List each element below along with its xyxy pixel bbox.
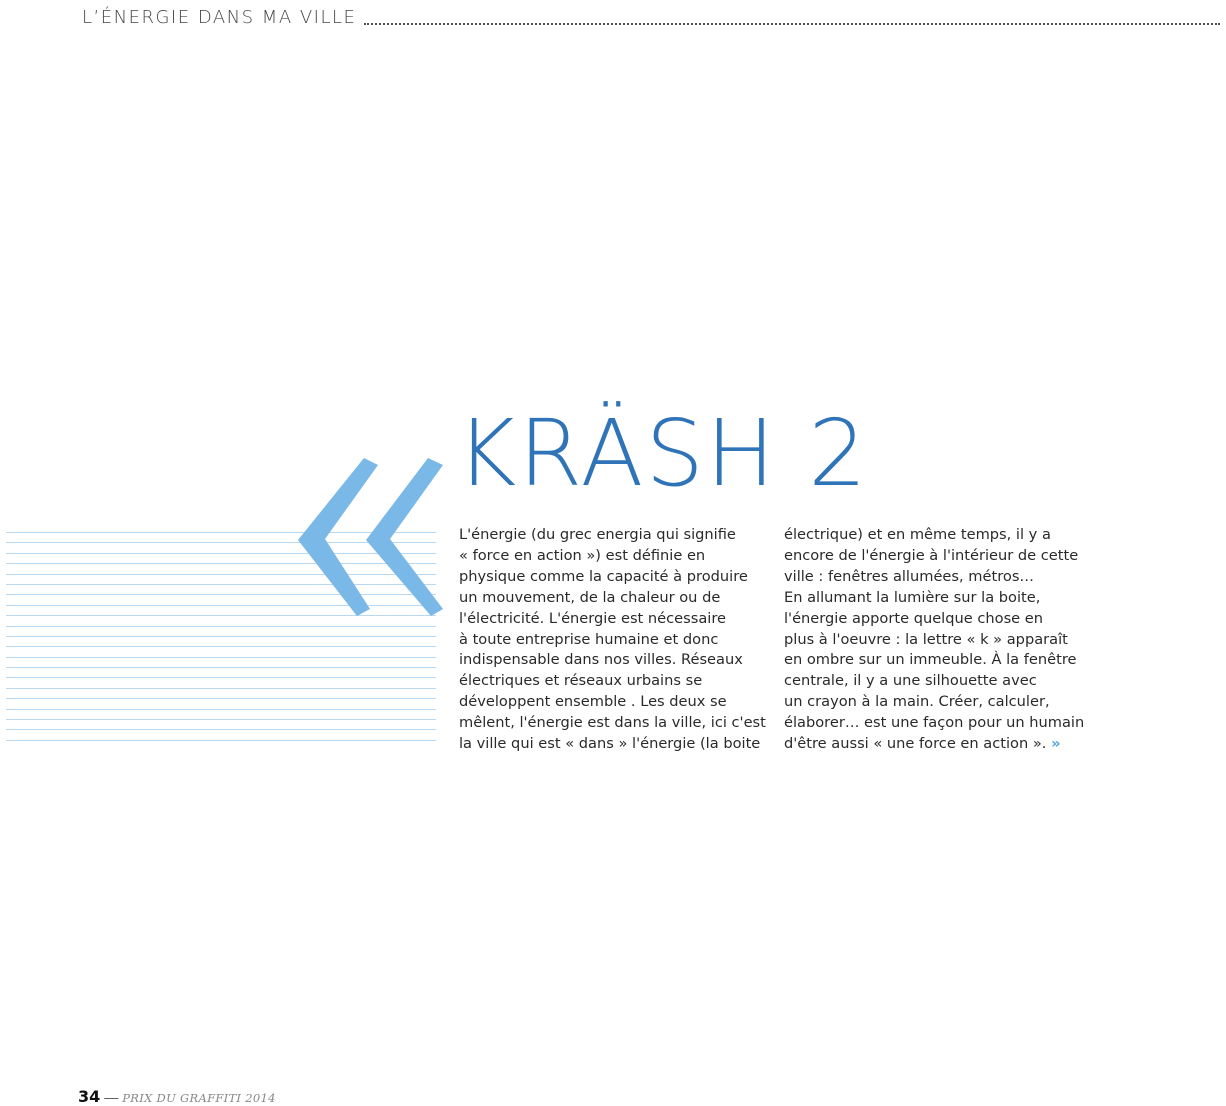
text-line-content: En allumant la lumière sur la boite, (784, 588, 1041, 606)
stripe-line (6, 740, 436, 741)
stripe-line (6, 688, 436, 689)
text-line (459, 525, 769, 546)
publication-name: PRIX DU GRAFFITI 2014 (122, 1091, 276, 1105)
double-arrow-icon: » (1051, 735, 1061, 753)
text-line-content: un mouvement, de la chaleur ou de (459, 588, 721, 606)
text-line (784, 734, 1084, 755)
page-number: 34 (78, 1087, 101, 1106)
text-line-content: ville : fenêtres allumées, métros… (784, 567, 1035, 585)
text-line (784, 650, 1084, 671)
stripe-line (6, 709, 436, 710)
stripe-line (6, 667, 436, 668)
stripe-line (6, 636, 436, 637)
text-line-content: développent ensemble . Les deux se (459, 693, 727, 711)
article-column-1 (459, 525, 769, 755)
text-line-content: plus à l'oeuvre : la lettre « k » apparaît (784, 630, 1068, 648)
text-line (784, 630, 1084, 651)
text-line-content: physique comme la capacité à produire (459, 567, 748, 585)
section-header (82, 6, 1220, 28)
text-line-content: élaborer… est une façon pour un humain (784, 714, 1085, 732)
page-footer (78, 1087, 276, 1106)
stripe-line (6, 677, 436, 678)
text-line (784, 609, 1084, 630)
stripe-line (6, 646, 436, 647)
text-line (459, 567, 769, 588)
text-line (459, 630, 769, 651)
text-line (459, 546, 769, 567)
guillemet-open-icon (296, 458, 446, 616)
text-line-content: encore de l'énergie à l'intérieur de cette (784, 546, 1079, 564)
text-line (784, 546, 1084, 567)
text-line-content: électriques et réseaux urbains se (459, 672, 703, 690)
text-line-content: l'énergie apporte quelque chose en (784, 609, 1044, 627)
text-line-content: la ville qui est « dans » l'énergie (la boite (459, 735, 761, 753)
text-line (784, 567, 1084, 588)
stripe-line (6, 698, 436, 699)
stripe-line (6, 657, 436, 658)
text-line (459, 609, 769, 630)
text-line-content: à toute entreprise humaine et donc (459, 630, 719, 648)
dotted-rule (364, 23, 1220, 25)
text-line-content: « force en action ») est définie en (459, 546, 706, 564)
text-line (784, 671, 1084, 692)
text-line-content: centrale, il y a une silhouette avec (784, 672, 1037, 690)
text-line (459, 713, 769, 734)
stripe-line (6, 626, 436, 627)
text-line-content: électrique) et en même temps, il y a (784, 526, 1051, 543)
article-column-2 (784, 525, 1084, 755)
text-line (459, 692, 769, 713)
text-line-content: indispensable dans nos villes. Réseaux (459, 651, 743, 669)
footer-dash: — (104, 1089, 119, 1105)
stripe-line (6, 719, 436, 720)
text-line (459, 588, 769, 609)
text-line-content: un crayon à la main. Créer, calculer, (784, 693, 1050, 711)
text-line (784, 692, 1084, 713)
text-line-content: L'énergie (du grec energia qui signifie (459, 526, 736, 543)
text-line (459, 671, 769, 692)
text-line (784, 588, 1084, 609)
text-line (459, 650, 769, 671)
text-line (459, 734, 769, 755)
text-line (784, 525, 1084, 546)
text-line (784, 713, 1084, 734)
section-title: L’ÉNERGIE DANS MA VILLE (82, 7, 357, 28)
text-line-content: mêlent, l'énergie est dans la ville, ici c'est (459, 714, 766, 732)
stripe-line (6, 729, 436, 730)
article-title: KRÄSH 2 (456, 400, 869, 507)
text-line-content: en ombre sur un immeuble. À la fenêtre (784, 651, 1077, 669)
text-line-content: l'électricité. L'énergie est nécessaire (459, 609, 726, 627)
text-line-content: d'être aussi « une force en action ». (784, 735, 1047, 753)
